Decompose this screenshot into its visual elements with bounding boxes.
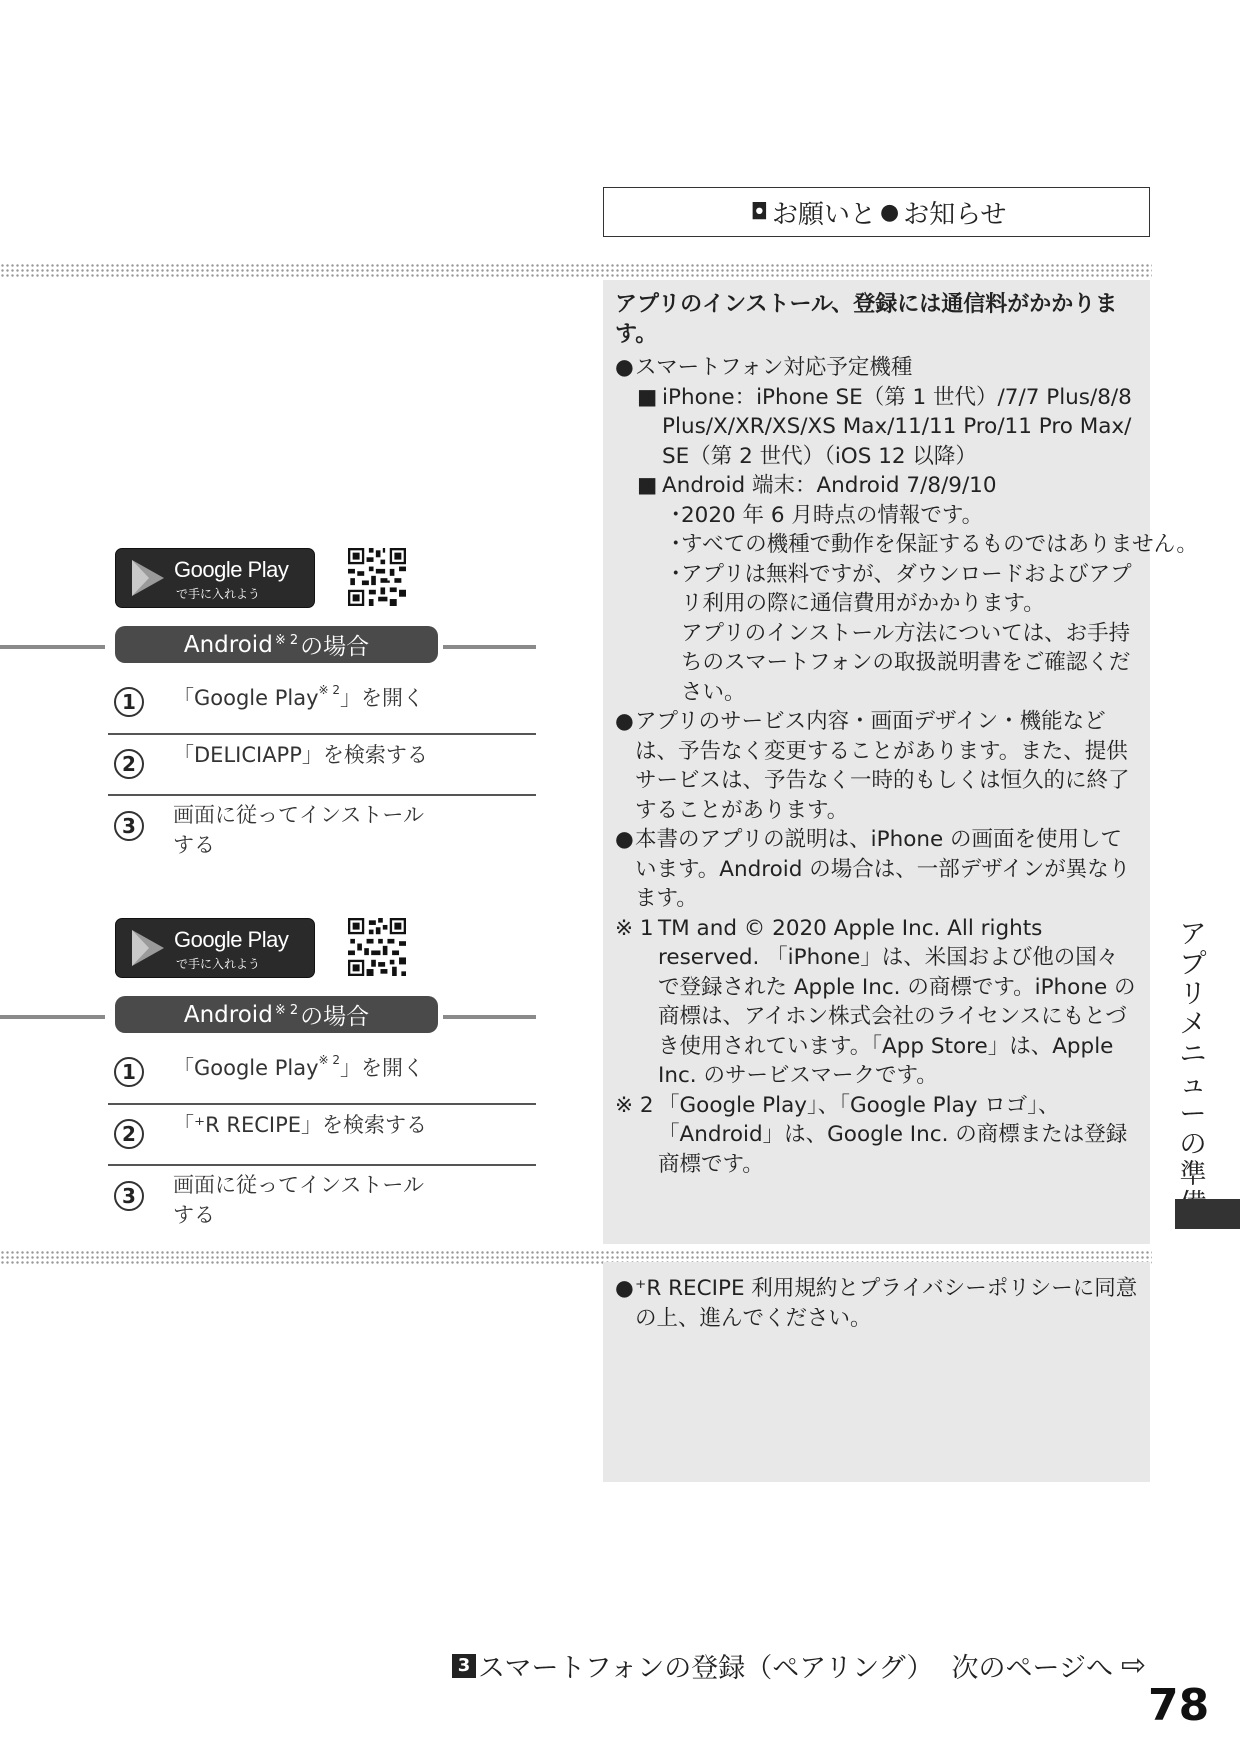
notice-info-icon: ●: [879, 199, 900, 225]
footnote-1-text: TM and © 2020 Apple Inc. All rights reserved. 「iPhone」は、米国および他の国々で登録された Apple Inc. の商標です。iPhone の商標は、アイホン株式会社のライセンスにもとづき使用されています。「App Store」は、Apple Inc. のサービスマークです。: [658, 915, 1136, 1088]
step-2: [110, 1105, 536, 1167]
notice-panel-lower: [603, 1262, 1150, 1482]
pill-line-right: [443, 1015, 536, 1019]
step-text-main: 「Google Play: [173, 686, 319, 710]
pill-sup: ※ 2: [274, 633, 299, 648]
bullet-2-text: アプリのサービス内容・画面デザイン・機能などは、予告なく変更することがあります。また、提供サービスは、予告なく一時的もしくは恒久的に終了することがあります。: [635, 709, 1130, 823]
step-number: 2: [114, 749, 144, 779]
step-text: 画面に従ってインストールする: [173, 803, 424, 857]
bullet-icon: ●: [615, 355, 634, 380]
pill-label: Android: [183, 1001, 273, 1028]
step-number: 1: [114, 1057, 144, 1087]
footnote-1-mark: ※ 1: [615, 915, 654, 941]
google-play-icon: [129, 558, 167, 598]
step-text-after: 」を開く: [340, 1056, 425, 1080]
step-number: 3: [114, 811, 144, 841]
bullet-icon: ●: [615, 1276, 634, 1301]
square-icon: ■: [637, 384, 658, 410]
badge-subtitle: で手に入れよう: [176, 957, 261, 971]
badge-subtitle: で手に入れよう: [176, 587, 261, 601]
android-pill: [115, 626, 438, 663]
step-number: 2: [114, 1119, 144, 1149]
section-number-badge: 3: [452, 1654, 476, 1678]
notice-warning-icon: ◘: [750, 199, 768, 225]
android-item: [615, 471, 1138, 501]
bullet-2: [615, 707, 1138, 825]
step-1: [110, 1040, 536, 1102]
step-number: 1: [114, 687, 144, 717]
arrow-right-icon: ⇨: [1120, 1648, 1147, 1683]
iphone-item: [615, 383, 1138, 472]
footnote-1: [615, 914, 1138, 1091]
page-number: 78: [1148, 1680, 1210, 1731]
step-text: [173, 1048, 473, 1083]
step-sup: ※ 2: [318, 683, 341, 697]
android-pill: [115, 996, 438, 1033]
google-play-icon: [129, 928, 167, 968]
square-icon: ■: [637, 473, 658, 498]
footnote-2: [615, 1091, 1138, 1180]
bullet-icon: ●: [615, 709, 634, 734]
google-play-badge[interactable]: [115, 548, 315, 608]
step-3: [110, 1166, 536, 1228]
dot-icon: ・: [665, 532, 687, 557]
dot-icon: ・: [665, 502, 687, 528]
sub-note-3b: [615, 619, 1138, 708]
step-text: 画面に従ってインストールする: [173, 1173, 424, 1227]
sub-note-2: [615, 530, 1198, 560]
qr-code-icon[interactable]: [348, 548, 406, 606]
lower-bullet-text: ⁺R RECIPE 利用規約とプライバシーポリシーに同意の上、進んでください。: [635, 1276, 1138, 1331]
notice-header: [603, 187, 1150, 237]
side-chapter-tab: アプリメニューの準: [1179, 919, 1207, 1190]
step-text: 「DELICIAPP」を検索する: [173, 743, 428, 767]
lower-bullet: [615, 1274, 1138, 1333]
step-text: 「⁺R RECIPE」を検索する: [173, 1113, 427, 1137]
step-text: [173, 678, 473, 713]
notice-title: アプリのインストール、登録には通信料がかかります。: [615, 292, 1118, 347]
sub-note-1: [615, 501, 1138, 531]
sub-note-3b-text: アプリのインストール方法については、お手持ちのスマートフォンの取扱説明書をご確認ください。: [681, 620, 1131, 705]
next-section-title: スマートフォンの登録（ペアリング）: [478, 1653, 934, 1684]
dotted-band-top: [0, 263, 1152, 279]
bullet-3: [615, 825, 1138, 914]
notice-header-b: お知らせ: [903, 199, 1007, 230]
step-3: [110, 796, 536, 858]
next-page-nav[interactable]: [452, 1646, 1146, 1685]
step-text-after: 」を開く: [340, 686, 425, 710]
dot-icon: ・: [665, 561, 687, 587]
pill-line-left: [0, 645, 105, 649]
step-number: 3: [114, 1181, 144, 1211]
google-play-badge[interactable]: [115, 918, 315, 978]
step-1: [110, 670, 536, 732]
pill-line-left: [0, 1015, 105, 1019]
footnote-2-text: 「Google Play」、「Google Play ロゴ」、「Android」は、Google Inc. の商標または登録商標です。: [658, 1092, 1128, 1177]
supported-label: スマートフォン対応予定機種: [635, 355, 913, 380]
step-2: [110, 735, 536, 797]
step-text-main: 「Google Play: [173, 1056, 319, 1080]
sub-note-2-text: すべての機種で動作を保証するものではありません。: [681, 532, 1198, 557]
sub-note-3-text: アプリは無料ですが、ダウンロードおよびアプリ利用の際に通信費用がかかります。: [681, 561, 1132, 616]
pill-sup: ※ 2: [274, 1003, 299, 1018]
qr-code-icon[interactable]: [348, 918, 406, 976]
bullet-3-text: 本書のアプリの説明は、iPhone の画面を使用しています。Android の場合は、一部デザインが異なります。: [635, 827, 1131, 911]
footnote-2-mark: ※ 2: [615, 1092, 654, 1118]
bullet-icon: ●: [615, 827, 634, 852]
badge-title: Google Play: [174, 557, 289, 582]
next-page-label: 次のページへ: [951, 1653, 1113, 1684]
badge-title: Google Play: [174, 927, 289, 952]
pill-line-right: [443, 645, 536, 649]
supported-devices: [615, 353, 1138, 383]
pill-suffix: の場合: [300, 1004, 370, 1030]
sub-note-3: [615, 560, 1138, 619]
iphone-line: iPhone：iPhone SE（第 1 世代）/7/7 Plus/8/8 Plus/X/XR/XS/XS Max/11/11 Pro/11 Pro Max/ SE（第 2 世代）（iOS 12 以降）: [662, 384, 1132, 469]
pill-label: Android: [183, 631, 273, 658]
android-line: Android 端末：Android 7/8/9/10: [662, 473, 997, 498]
notice-header-a: お願いと: [771, 199, 876, 230]
step-sup: ※ 2: [318, 1053, 341, 1067]
pill-suffix: の場合: [300, 634, 370, 660]
side-chapter-marker: [1175, 1199, 1240, 1229]
sub-note-1-text: 2020 年 6 月時点の情報です。: [681, 502, 984, 528]
